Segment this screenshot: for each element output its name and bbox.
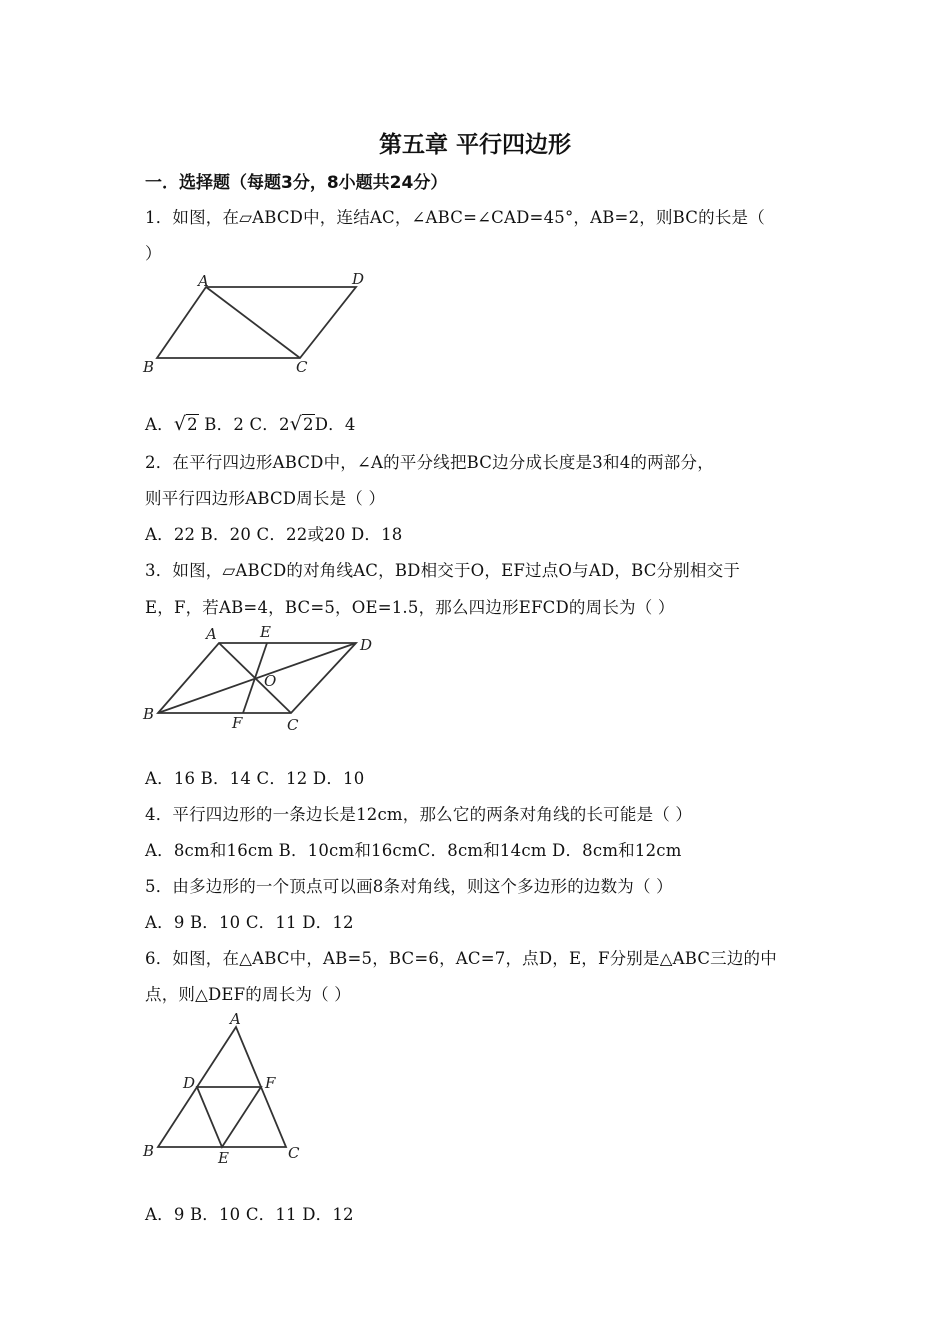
q6-triangle-def — [197, 1087, 261, 1147]
q3-label-d: D — [360, 636, 373, 654]
q1-option-b-c: B．2 C．2 — [198, 415, 290, 434]
q6-label-f: F — [265, 1074, 276, 1092]
q3-label-o: O — [264, 672, 277, 690]
q1-label-d: D — [352, 270, 365, 288]
q6-label-e: E — [218, 1149, 229, 1167]
q2-options: A．22 B．20 C．22或20 D．18 — [145, 525, 403, 544]
q6-label-b: B — [143, 1142, 155, 1160]
q1-option-c-radicand: 2 — [303, 415, 314, 434]
q1-diagonal-ac — [206, 287, 300, 358]
q5-stem-line1: 5．由多边形的一个顶点可以画8条对角线，则这个多边形的边数为（ ） — [145, 877, 673, 896]
q5-options: A．9 B．10 C．11 D．12 — [145, 913, 354, 932]
q1-parallelogram-shape — [157, 287, 356, 358]
q1-label-a: A — [198, 272, 209, 290]
q6-options: A．9 B．10 C．11 D．12 — [145, 1205, 354, 1224]
q1-stem-line2: ） — [145, 244, 162, 263]
q4-options: A．8cm和16cm B．10cm和16cmC．8cm和14cm D．8cm和12cm — [145, 841, 682, 860]
q1-option-a-prefix: A． — [145, 415, 174, 434]
q4-stem-line1: 4．平行四边形的一条边长是12cm，那么它的两条对角线的长可能是（ ） — [145, 805, 693, 824]
q1-stem-line1: 1．如图，在▱ABCD中，连结AC，∠ABC=∠CAD=45°，AB=2，则BC的长是（ — [145, 208, 765, 227]
sqrt-symbol: √2 — [289, 413, 314, 435]
q3-figure-parallelogram — [138, 622, 388, 737]
q3-label-a: A — [206, 625, 217, 643]
q1-options — [145, 411, 356, 435]
sqrt-symbol: √2 — [173, 413, 198, 435]
q3-stem-line2: E，F，若AB=4，BC=5，OE=1.5，那么四边形EFCD的周长为（ ） — [145, 598, 675, 617]
q1-option-a-radicand: 2 — [187, 415, 198, 434]
q3-label-c: C — [287, 716, 299, 734]
q6-label-a: A — [230, 1010, 241, 1028]
q3-label-f: F — [232, 714, 243, 732]
section-heading: 一．选择题（每题3分，8小题共24分） — [145, 173, 448, 193]
q2-stem-line1: 2．在平行四边形ABCD中，∠A的平分线把BC边分成长度是3和4的两部分， — [145, 453, 714, 472]
q3-stem-line1: 3．如图，▱ABCD的对角线AC，BD相交于O，EF过点O与AD，BC分别相交于 — [145, 561, 741, 580]
q6-stem-line1: 6．如图，在△ABC中，AB=5，BC=6，AC=7，点D，E，F分别是△ABC三边的中 — [145, 949, 777, 968]
q6-figure-triangle — [138, 1010, 338, 1170]
q1-label-c: C — [296, 358, 308, 376]
q6-label-d: D — [183, 1074, 196, 1092]
q3-label-e: E — [260, 623, 271, 641]
page-title: 第五章 平行四边形 — [378, 132, 571, 158]
q1-label-b: B — [143, 358, 155, 376]
q2-stem-line2: 则平行四边形ABCD周长是（ ） — [145, 489, 386, 508]
q6-stem-line2: 点，则△DEF的周长为（ ） — [145, 985, 351, 1004]
q1-option-d: D．4 — [314, 415, 356, 434]
q3-label-b: B — [143, 705, 155, 723]
q6-label-c: C — [288, 1144, 300, 1162]
q1-figure-parallelogram — [138, 268, 378, 380]
q3-options: A．16 B．14 C．12 D．10 — [145, 769, 365, 788]
